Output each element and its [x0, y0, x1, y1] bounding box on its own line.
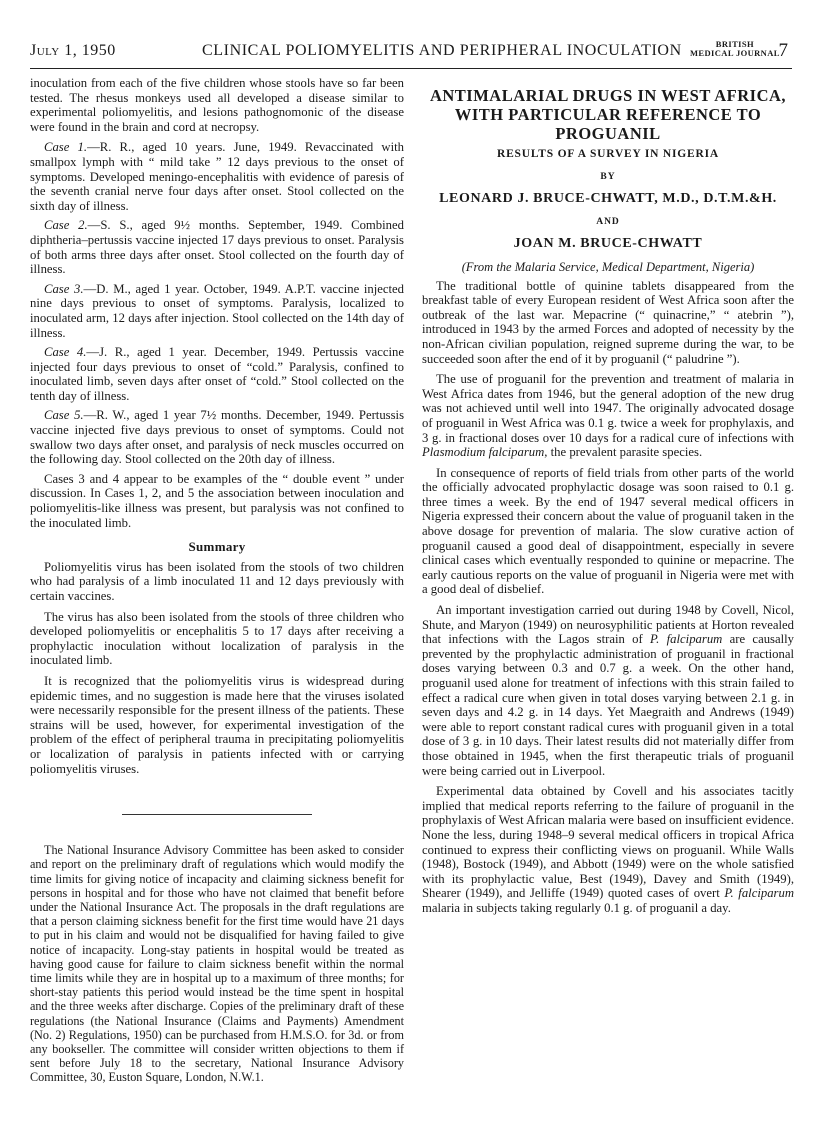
case-text: —J. R., aged 1 year. December, 1949. Pertussis vaccine injected four days previous to onset of “cold.” Paralysis, confined to inoculated limb, seven days after onset of “cold.” Stool collected on the tenth day of illness. [30, 345, 404, 403]
species-name: P. falciparum [650, 632, 723, 647]
case-text: —S. S., aged 9½ months. September, 1949. Combined diphtheria–pertussis vaccine injected 17 days previous to onset. Paralysis of both arms three days after onset. Stool collected on the fourth day of illness. [30, 218, 404, 277]
text-run: , the prevalent parasite species. [544, 445, 703, 460]
species-name: P. falciparum [724, 886, 794, 901]
case-report [30, 282, 404, 340]
summary-paragraph: The virus has also been isolated from the stools of three children who developed poliomyelitis or encephalitis 5 to 17 days after receiving a prophylactic inoculation without localization of paralysis in the inoculated limb. [30, 609, 404, 668]
author-name: JOAN M. BRUCE-CHWATT [513, 236, 703, 252]
byline-by: BY [600, 171, 616, 182]
case-report [30, 408, 404, 466]
case-label: Case 1. [44, 140, 88, 155]
text-run: An important investigation carried out during 1948 by Covell, Nicol, Shute, and Maryon (1949) on neurosyphilitic patients at Horton revealed that infections with the Lagos strain of [422, 603, 794, 647]
journal-name [690, 40, 780, 58]
summary-paragraph: It is recognized that the poliomyelitis virus is widespread during epidemic times, and no suggestion is made here that the viruses isolated were necessarily responsible for the present illness of the patients. These strains will be used, however, for experimental investigation of the problem of the effect of peripheral trauma in precipitating poliomyelitis or localization of paralysis in patients infected with or carrying poliomyelitis viruses. [30, 673, 404, 776]
running-header [30, 38, 792, 69]
text-run: malaria in subjects taking regularly 0.1 g. of proguanil a day. [422, 900, 731, 915]
left-column [30, 76, 404, 1091]
body-paragraph [422, 372, 794, 460]
case-text: —R. R., aged 10 years. June, 1949. Revaccinated with smallpox lymph with “ mild take ” 12 days previous to the onset of symptoms. Developed meningo-encephalitis with evidence of paresis of the seventh cranial nerve four days after onset. Stool collected on the sixth day of illness. [30, 140, 404, 213]
running-title: CLINICAL POLIOMYELITIS AND PERIPHERAL INOCULATION [202, 42, 682, 59]
body-paragraph: In consequence of reports of field trials from other parts of the world the officially advocated prophylactic dosage was soon raised to 0.1 g. three times a week. By the end of 1947 several medical officers in Nigeria expressed their concern about the value of proguanil taken in the above dosage for prevention of malaria. The slow curative action of proguanil caused a good deal of disappointment, especially in severe clinical cases which eventually responded to quinine or mepacrine. The early cautious reports on the value of proguanil in Nigeria were met with a good deal of disbelief. [422, 465, 794, 597]
summary-paragraph: Poliomyelitis virus has been isolated from the stools of two children who had paralysis of a limb inoculated 11 and 12 days previously with certain vaccines. [30, 559, 404, 603]
text-run: The use of proguanil for the prevention and treatment of malaria in West Africa dates from 1946, but the general adoption of the new drug was not achieved until well into 1947. The originally advocated dosage of proguanil in West Africa was 0.1 g. twice a week for prophylaxis, and 3 g. in fractional doses over 10 days for a radical cure of infections with [422, 372, 794, 445]
case-label: Case 2. [44, 218, 88, 233]
case-report [30, 140, 404, 213]
text-run: Experimental data obtained by Covell and his associates tacitly implied that medical reports referring to the failure of proguanil in the prophylaxis of West African malaria were based on insufficient evidence. None the less, during 1948–9 several medical officers in tropical Africa continued to express their conflicting views on proguanil. While Walls (1948), Bostock (1949), and Abbott (1949) were on the whole satisfied with its prophylactic value, Best (1949), Davey and Smith (1949), Shearer (1949), and Jelliffe (1949) quoted cases of overt [422, 784, 794, 901]
case-text: —R. W., aged 1 year 7½ months. December, 1949. Pertussis vaccine injected five days previous to onset of symptoms. Could not swallow two days after onset, and paralysis of neck muscles occurred on the following day. Stool collected on the 20th day of illness. [30, 408, 405, 467]
body-paragraph [422, 603, 794, 778]
author-affiliation: (From the Malaria Service, Medical Department, Nigeria) [461, 259, 755, 274]
insurance-notice: The National Insurance Advisory Committee has been asked to consider and report on the preliminary draft of regulations which would modify the time limits for giving notice of incapacity and claiming sickness benefit for persons in hospital and for those who have not claimed that benefit before under the National Insurance Act. The proposals in the draft regulations are that a person claiming sickness benefit for the first time would have 21 days to put in his claim and would not be disqualified for having failed to give notice of incapacity. Long-stay patients in hospital would be treated as having good cause for failure to claim sickness benefit within the normal time limits while they are in hospital up to a maximum of three months; for short-stay patients this period would instead be the time spent in hospital and the three weeks after discharge. Copies of the preliminary draft of these regulations (the National Insurance (Claims and Payments) Amendment (No. 2) Regulations, 1950) can be purchased from H.M.S.O. for 3d. or from any bookseller. The committee will consider written objections to them if sent before July 18 to the secretary, National Insurance Advisory Committee, 30, Euston Square, London, N.W.1. [30, 843, 404, 1085]
article-title: ANTIMALARIAL DRUGS IN WEST AFRICA, WITH PARTICULAR REFERENCE TO PROGUANIL [429, 86, 787, 143]
case-report [30, 218, 404, 276]
case-text: —D. M., aged 1 year. October, 1949. A.P.T. vaccine injected nine days previous to onset of symptoms. Paralysis, localized to inoculated arm, 12 days after injection. Stool collected on the 14th day of illness. [30, 281, 404, 340]
journal-name-line1: BRITISH [715, 39, 755, 49]
cases-discussion: Cases 3 and 4 appear to be examples of the “ double event ” under discussion. In Cases 1, 2, and 5 the association between inoculation and poliomyelitis-like illness was present, but paralysis was not confined to the inoculated limb. [30, 471, 404, 530]
section-divider [122, 814, 312, 815]
author-name: LEONARD J. BRUCE-CHWATT, M.D., D.T.M.&H. [439, 191, 777, 207]
issue-date: July 1, 1950 [30, 42, 116, 59]
journal-name-line2: MEDICAL JOURNAL [690, 48, 780, 58]
case-label: Case 5. [44, 408, 84, 423]
species-name: Plasmodium falciparum [422, 445, 545, 460]
body-paragraph: The traditional bottle of quinine tablets disappeared from the breakfast table of every European resident of West Africa soon after the outbreak of the last war. Mepacrine (“ quinacrine,” “ atebrin ”), introduced in 1943 by the armed Forces and adopted of necessity by the non-African civilian population, reigned supreme during the war, to be succeeded soon after the end of it by proguanil (“ paludrine ”). [422, 278, 794, 366]
case-report [30, 345, 404, 403]
summary-heading: Summary [188, 539, 246, 555]
intro-paragraph: inoculation from each of the five children whose stools have so far been tested. The rhesus monkeys used all developed a disease similar to experimental poliomyelitis, and lesions pathognomonic of the disease were found in the brain and cord at necropsy. [30, 76, 404, 134]
page-number: 7 [778, 40, 788, 61]
article-subtitle: RESULTS OF A SURVEY IN NIGERIA [496, 148, 720, 160]
right-column [422, 86, 794, 922]
case-label: Case 3. [44, 281, 84, 296]
body-paragraph [422, 784, 794, 915]
byline-and: AND [596, 216, 620, 227]
text-run: are causally prevented by the prophylactic administration of proguanil in fractional doses varying between 0.3 and 0.7 g. a week. On the other hand, proguanil used alone for treatment of infections with this strain failed to effect a radical cure when given in total doses varying between 2.1 g. in seven days and 4.2 g. in 14 days. Yet Maegraith and Andrews (1949) were able to report constant radical cures with proguanil given in a total dose of 3 g. in 10 days. Their latest results did not materially differ from those obtained in 1945, when the first therapeutic trials of proguanil were being carried out in Liverpool. [422, 632, 795, 778]
case-label: Case 4. [44, 345, 87, 360]
